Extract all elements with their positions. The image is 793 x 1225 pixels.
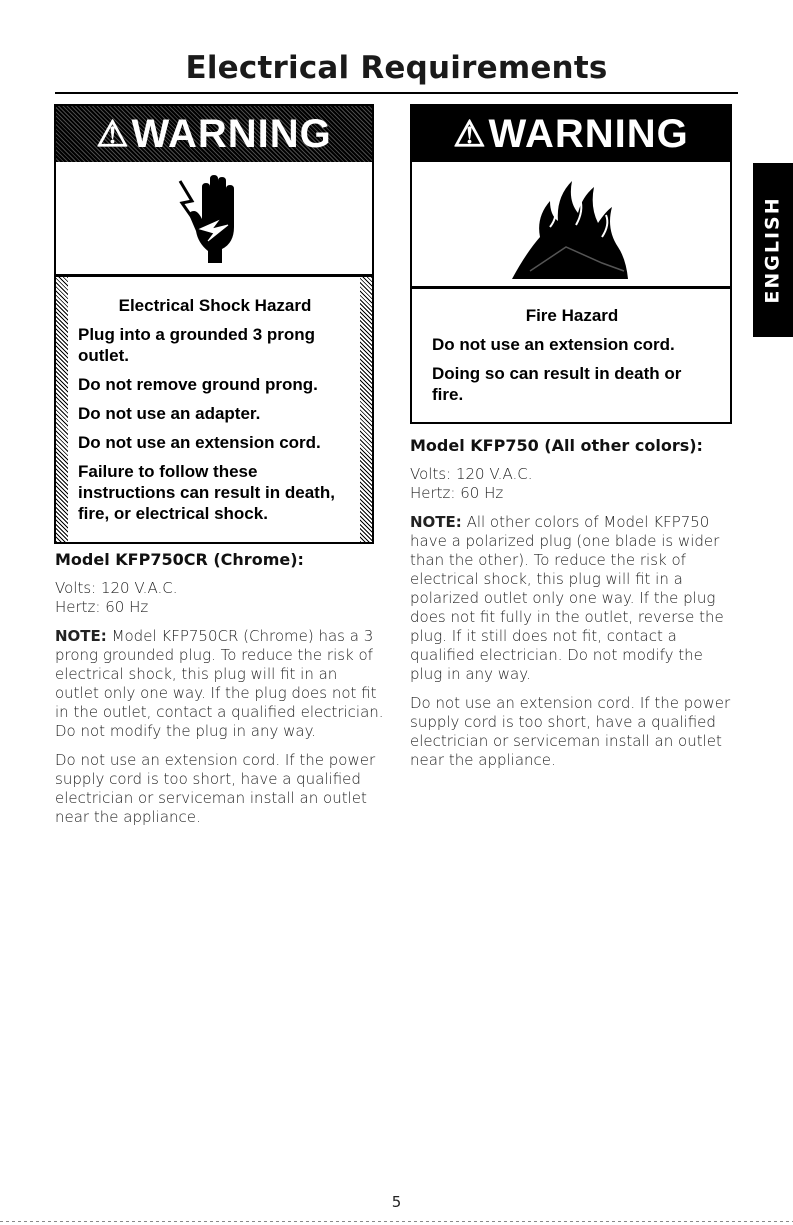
shock-line: Failure to follow these instructions can result in death, fire, or electrical shock. <box>78 462 335 523</box>
shock-hazard-title: Electrical Shock Hazard <box>118 296 312 315</box>
language-tab <box>753 163 793 337</box>
left-extension-text: Do not use an extension cord. If the power supply cord is too short, have a qualified electrician or serviceman install an outlet near the appliance. <box>55 751 376 826</box>
note-label: NOTE: <box>55 627 107 645</box>
fire-line: Do not use an extension cord. <box>432 335 675 354</box>
electric-shock-hand-icon <box>174 171 254 267</box>
shock-warning-box <box>54 104 374 544</box>
right-column <box>410 436 735 770</box>
fire-warning-box <box>410 104 732 424</box>
shock-warning-header: ⚠ WARNING <box>56 106 372 162</box>
fire-line: Doing so can result in death or fire. <box>432 364 682 404</box>
warning-triangle-icon: ⚠ <box>96 113 130 154</box>
title-rule <box>55 92 738 94</box>
left-hertz: Hertz: 60 Hz <box>55 598 149 616</box>
left-note <box>55 627 385 741</box>
note-label: NOTE: <box>410 513 462 531</box>
right-note-text: All other colors of Model KFP750 have a polarized plug (one blade is wider than the other). To reduce the risk of electrical shock, this plug will fit in a polarized outlet only one way. If the plug does not fit fully in the outlet, reverse the plug. If it still does not fit, contact a qualified electrician. Do not modify the plug in any way. <box>410 513 724 683</box>
fire-icon-area <box>412 164 730 286</box>
fire-warning-header: ⚠ WARNING <box>412 106 730 162</box>
language-tab-label: ENGLISH <box>762 196 784 304</box>
shock-warning-text <box>56 296 372 532</box>
shock-line: Do not use an extension cord. <box>78 433 321 452</box>
fire-flames-icon <box>506 167 636 283</box>
page-number: 5 <box>391 1193 402 1211</box>
left-model-heading: Model KFP750CR (Chrome): <box>55 550 304 569</box>
right-extension-text: Do not use an extension cord. If the power supply cord is too short, have a qualified electrician or serviceman install an outlet near the appliance. <box>410 694 731 769</box>
shock-line: Do not use an adapter. <box>78 404 261 423</box>
warning-triangle-icon: ⚠ <box>453 113 487 154</box>
page-title: Electrical Requirements <box>185 50 608 86</box>
left-column <box>55 550 385 827</box>
left-note-text: Model KFP750CR (Chrome) has a 3 prong grounded plug. To reduce the risk of electrical shock, this plug will fit in an outlet only one way. If the plug does not fit in the outlet, contact a qualified electrician. Do not modify the plug in any way. <box>55 627 384 740</box>
bottom-rule <box>0 1221 793 1222</box>
left-volts: Volts: 120 V.A.C. <box>55 579 178 597</box>
shock-divider <box>56 274 372 277</box>
shock-line: Plug into a grounded 3 prong outlet. <box>78 325 316 365</box>
shock-icon-area <box>56 164 372 274</box>
fire-warning-text <box>412 306 730 413</box>
right-model-heading: Model KFP750 (All other colors): <box>410 436 703 455</box>
right-hertz: Hertz: 60 Hz <box>410 484 504 502</box>
shock-line: Do not remove ground prong. <box>78 375 318 394</box>
fire-hazard-title: Fire Hazard <box>525 306 619 325</box>
right-note <box>410 513 735 684</box>
right-volts: Volts: 120 V.A.C. <box>410 465 533 483</box>
fire-divider <box>412 286 730 289</box>
